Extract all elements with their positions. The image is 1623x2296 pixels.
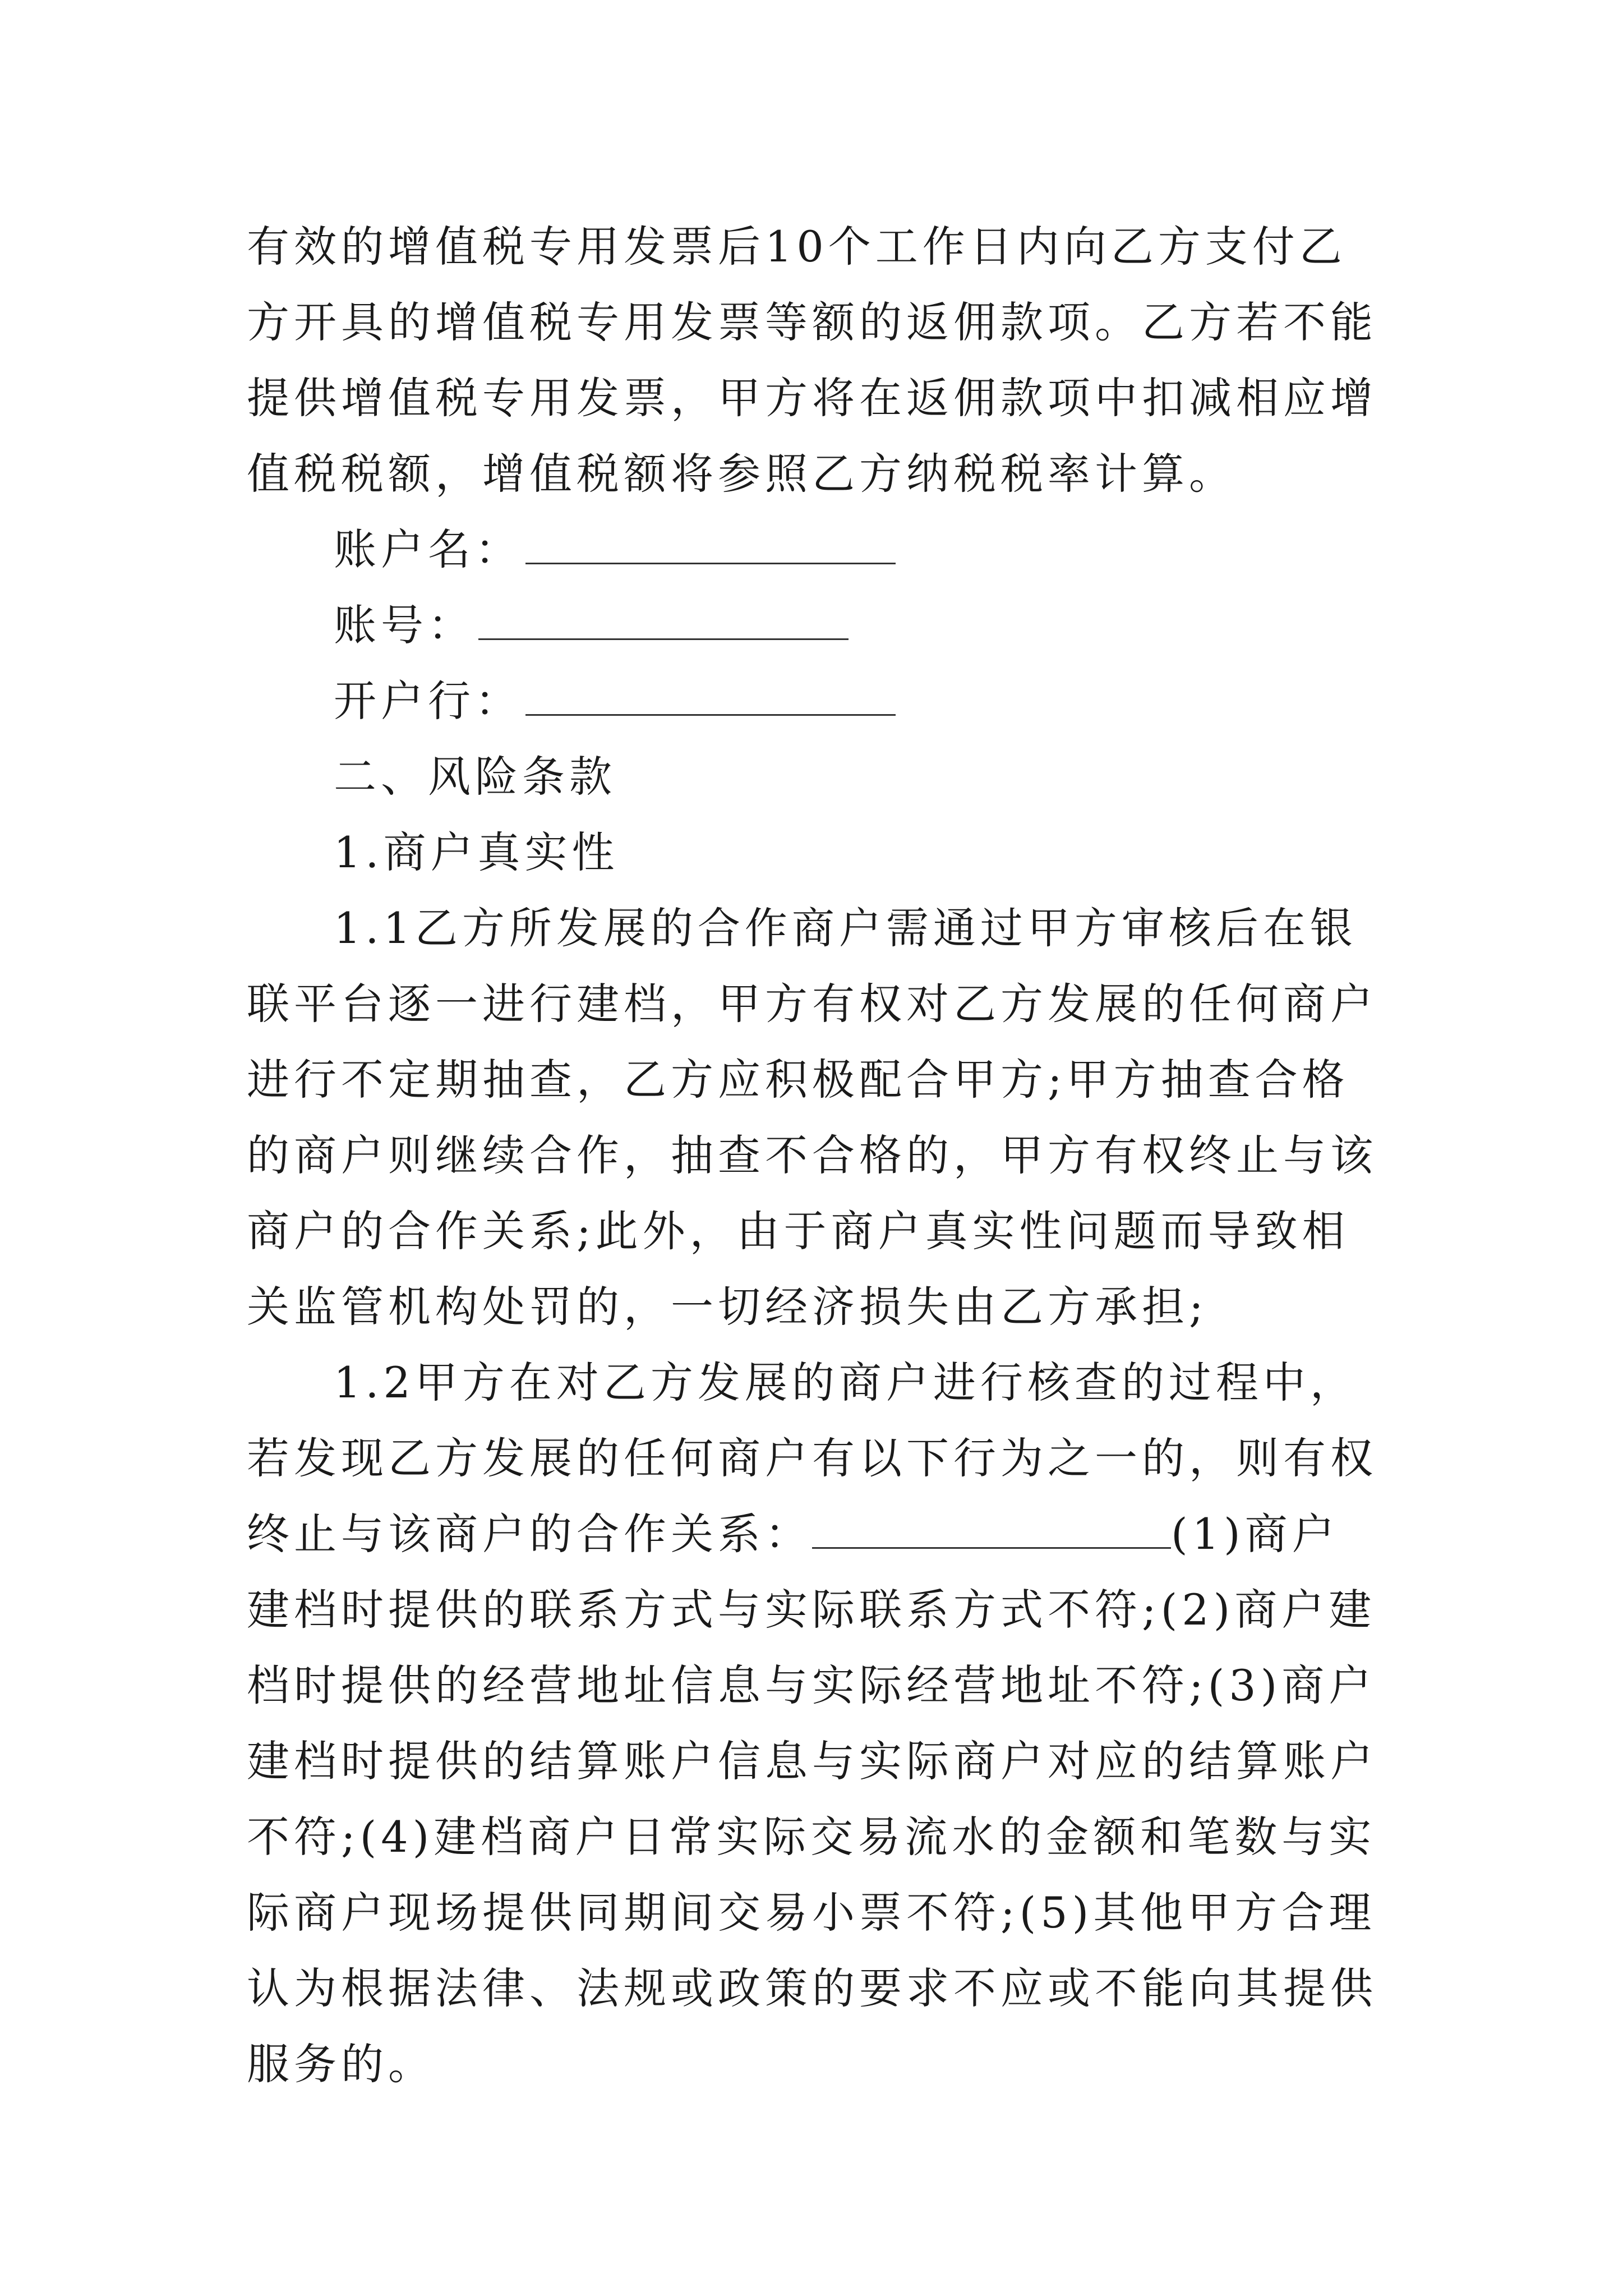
account-name-blank: [525, 529, 896, 564]
account-number-label: 账号：: [334, 600, 475, 650]
account-number-row: [334, 587, 849, 663]
intro-paragraph: 有效的增值税专用发票后10个工作日内向乙方支付乙方开具的增值税专用发票等额的返佣款项。乙方若不能提供增值税专用发票，甲方将在返佣款项中扣减相应增值税税额，增值税额将参照乙方纳税税率计算。: [247, 222, 1377, 499]
account-name-row: [334, 512, 896, 587]
subsection-heading: 1.商户真实性: [334, 827, 619, 877]
clause-1-2: [247, 1345, 1380, 2102]
account-name-label: 账户名：: [334, 524, 522, 574]
account-number-blank: [478, 605, 849, 640]
clause-1-2-items: (1)商户建档时提供的联系方式与实际联系方式不符;(2)商户建档时提供的经营地址信息与实际经营地址不符;(3)商户建档时提供的结算账户信息与实际商户对应的结算账户不符;(4)建档商户日常实际交易流水的金额和笔数与实际商户现场提供同期间交易小票不符;(5)其他甲方合理认为根据法律、法规或政策的要求不应或不能向其提供服务的。: [247, 1509, 1377, 2089]
clause-1-1: 1.1乙方所发展的合作商户需通过甲方审核后在银联平台逐一进行建档，甲方有权对乙方发展的任何商户进行不定期抽查，乙方应积极配合甲方;甲方抽查合格的商户则继续合作，抽查不合格的，甲方有权终止与该商户的合作关系;此外，由于商户真实性问题而导致相关监管机构处罚的，一切经济损失由乙方承担;: [247, 903, 1377, 1332]
bank-label: 开户行：: [334, 676, 522, 726]
section-heading: 二、风险条款: [334, 752, 616, 802]
clause-1-2-intro: 1.2甲方在对乙方发展的商户进行核查的过程中，若发现乙方发展的任何商户有以下行为之一的，则有权终止与该商户的合作关系：: [247, 1358, 1377, 1559]
bank-blank: [525, 680, 896, 716]
clause-1-2-blank: [812, 1513, 1171, 1549]
bank-row: [334, 663, 896, 739]
